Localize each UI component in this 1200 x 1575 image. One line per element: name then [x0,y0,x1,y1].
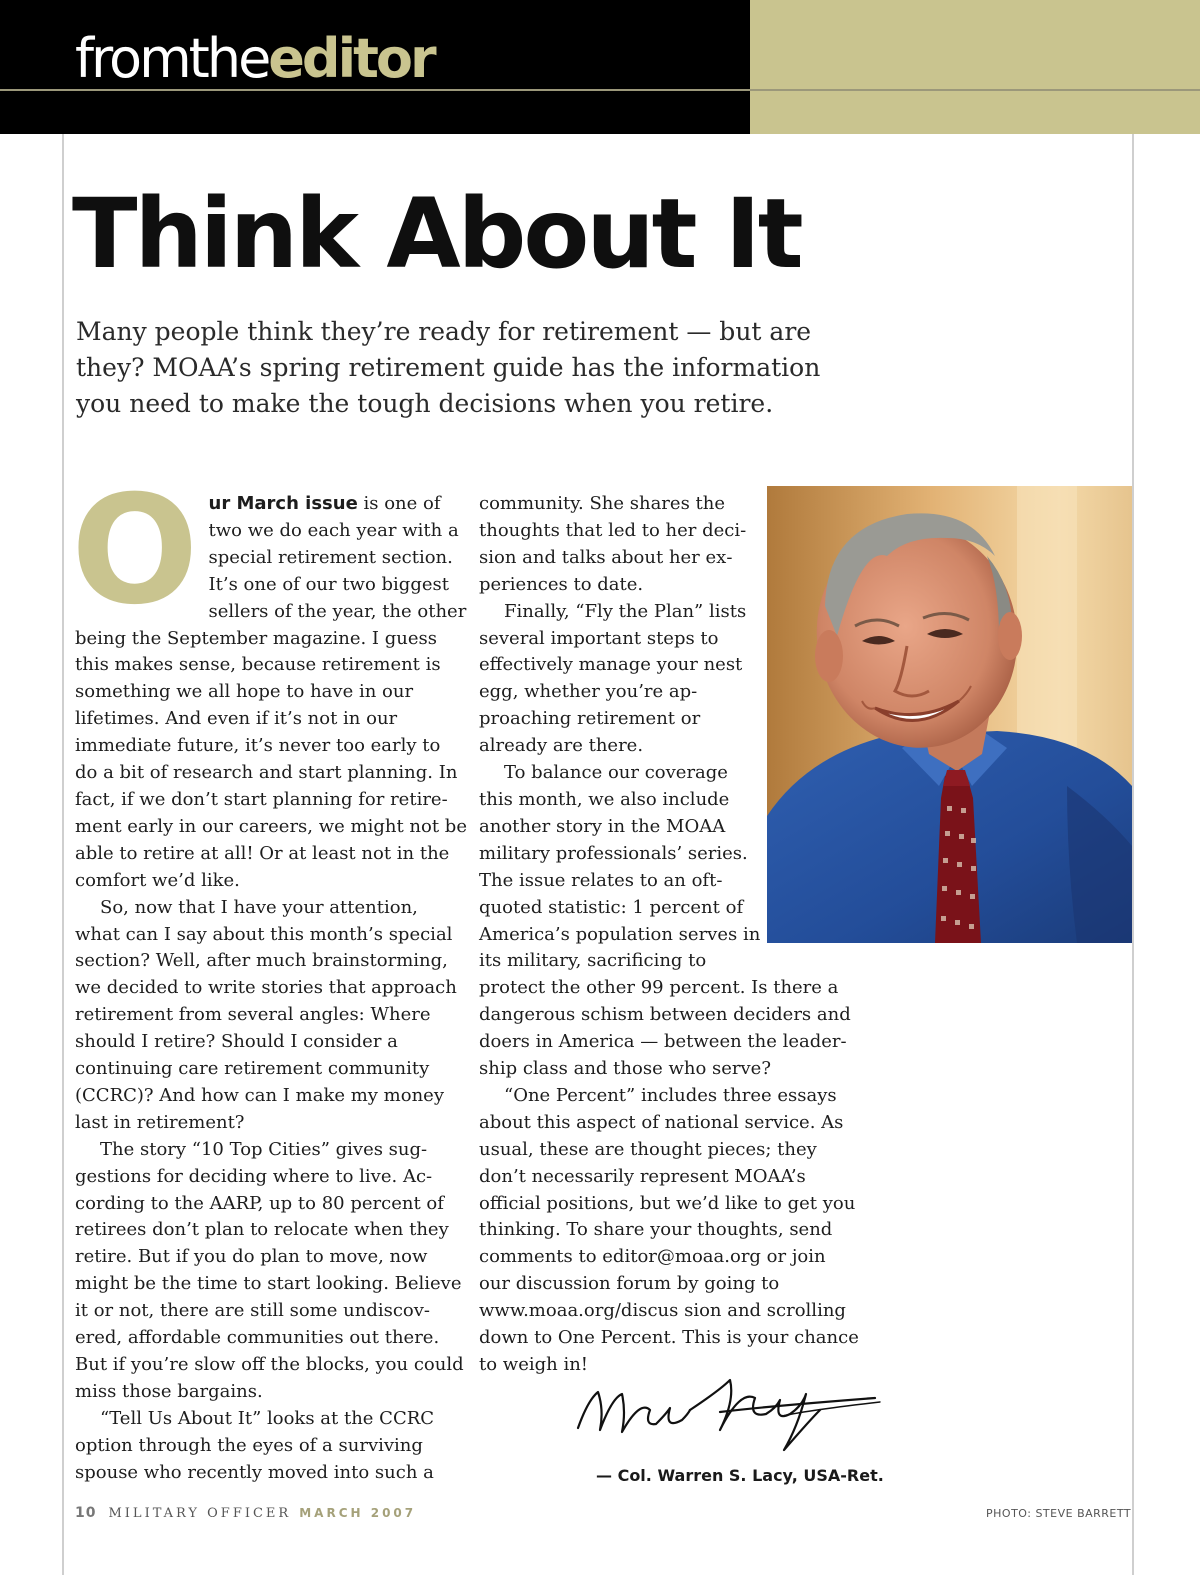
paragraph-3: The story “10 Top Cities” gives suggestions for deciding where to live. According to the AARP, up to 80 percent of retirees don’t plan to relocate when they retire. But if you do plan to move, now might be the time to start looking. Believe it or not, there are still some undiscovered, affordable communities out there. But if you’re slow off the blocks, you could miss those bargains. [75,1138,464,1402]
issue-date: MARCH 2007 [299,1506,417,1520]
body-column-1 [71,464,467,1487]
page-footer [75,1505,416,1521]
frame-line-right [1132,134,1134,1575]
section-kicker [75,27,434,90]
headline: Think About It [72,178,801,290]
kicker-bold: editor [268,27,434,90]
paragraph-7: “One Percent” includes three essays about this aspect of national service. As usual, these are thought pieces; they don’t necessarily represent MOAA’s official positions, but we’d like to get you thinking. To share your thoughts, send comments to editor@moaa.org or join our discussion forum by going to www.moaa.org/discus sion and scrolling down to One Percent. This is your chance to weigh in! [479,1084,859,1375]
frame-line-left [62,134,64,1575]
drop-cap: O [71,464,199,638]
paragraph-6-wrap: To balance our coverage this month, we also include another story in the MOAA military professionals’ series. The issue relates to an oft-quoted statistic: 1 percent of America’s population serves in its military, sacrificing to [479,762,761,972]
page-number: 10 [75,1505,97,1521]
signature-image [570,1370,885,1465]
paragraph-1 [71,464,467,895]
paragraph-1-rest: the other being the September magazine. I guess this makes sense, because retirement is something we all hope to have in our lifetimes. And even if it’s not in our immediate future, it’s never too early to do a bit of research and start planning. In fact, if we don’t start planning for retirement early in our careers, we might not be able to retire at all! Or at least not in the comfort we’d like. [75,600,467,891]
paragraph-5: Finally, “Fly the Plan” lists several important steps to effectively manage your nest egg, whether you’re approaching retirement or already are there. [479,600,747,757]
magazine-name: MILITARY OFFICER [108,1506,292,1521]
paragraph-6-rest: protect the other 99 percent. Is there a dangerous schism between deciders and doers in America — between the leadership class and those who serve? [479,977,851,1080]
photo-wrap-region [479,491,766,975]
paragraph-1-wrap: is one of two we do each year with a special retirement section. It’s one of our two biggest sellers of the year, [208,493,459,622]
photo-credit: PHOTO: STEVE BARRETT [986,1507,1132,1520]
kicker-light: fromthe [75,27,269,90]
signature-name: — Col. Warren S. Lacy, USA-Ret. [596,1466,884,1485]
header-accent-block [750,0,1200,134]
paragraph-4-continued: community. She shares the thoughts that led to her decision and talks about her experiences to date. [479,493,747,595]
editor-portrait-photo [767,486,1132,943]
paragraph-2: So, now that I have your attention, what can I say about this month’s special section? Well, after much brainstorming, we decided to write stories that approach retirement from several angles: Where should I retire? Should I consider a continuing care retirement community (CCRC)? And how can I make my money last in retirement? [75,896,457,1133]
paragraph-4: “Tell Us About It” looks at the CCRC option through the eyes of a surviving spouse who recently moved into such a [75,1407,435,1483]
lead-in: ur March issue [208,493,358,514]
deck: Many people think they’re ready for retirement — but are they? MOAA’s spring retirement guide has the information you need to make the tough decisions when you retire. [76,317,821,418]
